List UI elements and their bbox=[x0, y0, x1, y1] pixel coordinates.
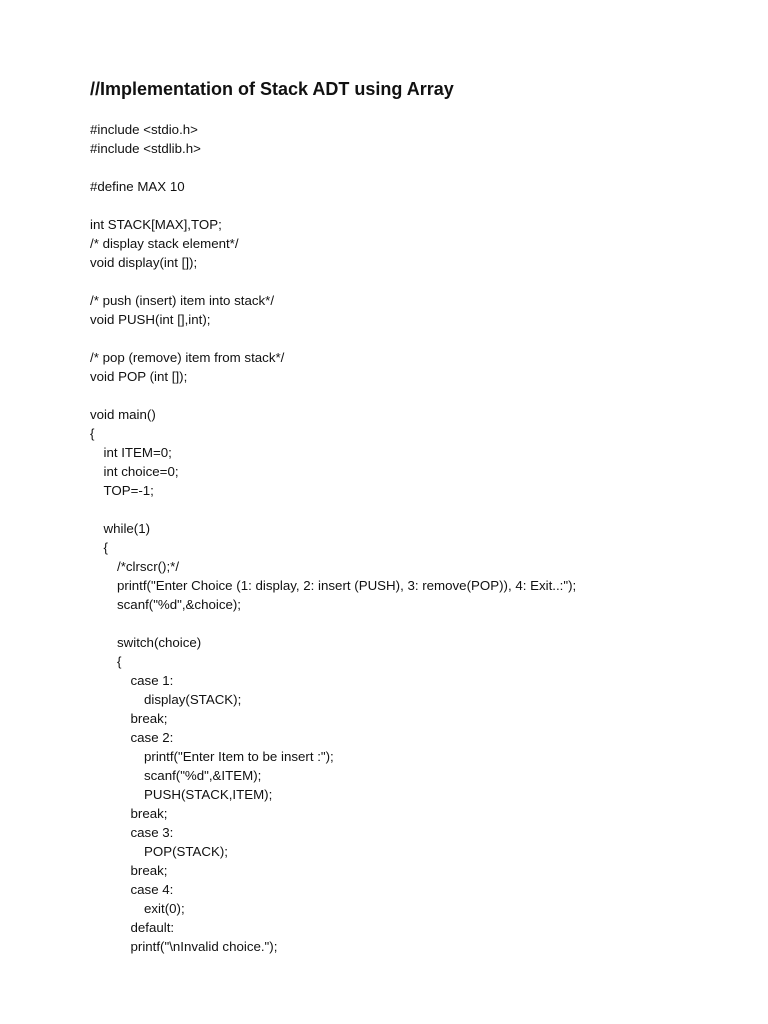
code-line: default: bbox=[130, 920, 175, 935]
code-line: int choice=0; bbox=[103, 464, 179, 479]
code-line: scanf("%d",&choice); bbox=[117, 597, 241, 612]
code-line: void PUSH(int [],int); bbox=[90, 312, 211, 327]
code-line: /* push (insert) item into stack*/ bbox=[90, 293, 275, 308]
code-line: exit(0); bbox=[144, 901, 185, 916]
code-line: POP(STACK); bbox=[144, 844, 228, 859]
code-line: break; bbox=[130, 806, 168, 821]
code-line: break; bbox=[130, 863, 168, 878]
code-line: printf("Enter Choice (1: display, 2: insert (PUSH), 3: remove(POP)), 4: Exit..:"); bbox=[117, 578, 577, 593]
code-line: switch(choice) bbox=[117, 635, 202, 650]
code-line: #include <stdlib.h> bbox=[90, 141, 201, 156]
code-line: void display(int []); bbox=[90, 255, 198, 270]
code-line: #define MAX 10 bbox=[90, 179, 185, 194]
code-line: void main() bbox=[90, 407, 156, 422]
code-line: { bbox=[90, 426, 95, 441]
code-line: display(STACK); bbox=[144, 692, 242, 707]
code-line: while(1) bbox=[103, 521, 151, 536]
code-line: printf("Enter Item to be insert :"); bbox=[144, 749, 334, 764]
code-line: int STACK[MAX],TOP; bbox=[90, 217, 222, 232]
code-line: /*clrscr();*/ bbox=[117, 559, 180, 574]
code-line: #include <stdio.h> bbox=[90, 122, 198, 137]
code-line: int ITEM=0; bbox=[103, 445, 172, 460]
code-line: TOP=-1; bbox=[103, 483, 154, 498]
code-line: case 3: bbox=[130, 825, 174, 840]
code-line: scanf("%d",&ITEM); bbox=[144, 768, 262, 783]
code-line: case 2: bbox=[130, 730, 174, 745]
code-line: /* display stack element*/ bbox=[90, 236, 239, 251]
code-line: void POP (int []); bbox=[90, 369, 188, 384]
code-line: /* pop (remove) item from stack*/ bbox=[90, 350, 285, 365]
code-line: { bbox=[103, 540, 108, 555]
code-line: case 1: bbox=[130, 673, 174, 688]
code-line: case 4: bbox=[130, 882, 174, 897]
code-line: break; bbox=[130, 711, 168, 726]
code-line: printf("\nInvalid choice."); bbox=[130, 939, 278, 954]
document-title: //Implementation of Stack ADT using Array bbox=[90, 79, 454, 99]
code-line: { bbox=[117, 654, 122, 669]
code-line: PUSH(STACK,ITEM); bbox=[144, 787, 273, 802]
